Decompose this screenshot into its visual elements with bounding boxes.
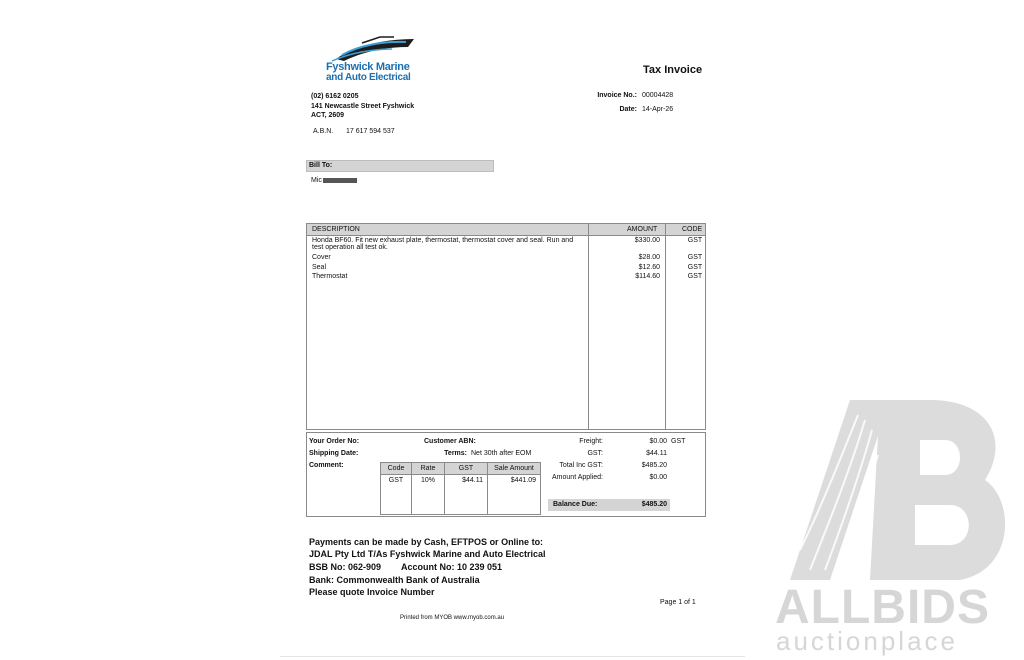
item-code: GST (687, 273, 703, 280)
bill-to-label: Bill To: (309, 162, 333, 169)
page-info: Page 1 of 1 (660, 599, 696, 606)
item-amount: $28.00 (638, 254, 660, 261)
fingerprint-b-icon (770, 400, 1020, 590)
bill-to-name: Mic (311, 177, 357, 184)
company-logo (322, 33, 422, 83)
comment-label: Comment: (309, 462, 344, 469)
printed-from: Printed from MYOB www.myob.com.au (400, 615, 505, 621)
terms-value: Net 30th after EOM (471, 450, 532, 457)
item-code: GST (687, 264, 703, 271)
payment-quote: Please quote Invoice Number (309, 587, 435, 597)
tax-row-sale-amount: $441.09 (510, 477, 536, 484)
summary-box (306, 432, 706, 517)
payment-bank: Bank: Commonwealth Bank of Australia (309, 575, 480, 585)
allbids-watermark (770, 400, 1020, 660)
watermark-brand: ALLBIDS (775, 581, 990, 634)
payment-account: Account No: 10 239 051 (401, 562, 503, 572)
amount-applied-label: Amount Applied: (552, 474, 603, 481)
total-value: $485.20 (641, 462, 667, 469)
tax-row-rate: 10% (420, 477, 435, 484)
items-header-row (307, 224, 705, 236)
item-code: GST (687, 237, 703, 244)
gst-value: $44.11 (646, 450, 667, 457)
bill-to-header (306, 160, 494, 172)
payment-bsb: BSB No: 062-909 (309, 562, 382, 572)
company-phone: (02) 6162 0205 (311, 93, 359, 100)
tax-header-rate: Rate (420, 465, 436, 472)
header-code: CODE (682, 226, 703, 233)
tax-table (380, 462, 541, 515)
payment-line1: Payments can be made by Cash, EFTPOS or Online to: (309, 537, 544, 547)
terms-label: Terms: (444, 450, 467, 457)
balance-due-row (548, 499, 670, 511)
item-amount: $12.60 (638, 264, 660, 271)
item-code: GST (687, 254, 703, 261)
balance-due-label: Balance Due: (553, 501, 598, 508)
items-table (306, 223, 706, 430)
invoice-number-label: Invoice No.: (597, 92, 637, 99)
page-bottom-edge (280, 656, 745, 657)
customer-abn-label: Customer ABN: (424, 438, 476, 445)
item-amount: $114.60 (635, 273, 660, 280)
watermark-tagline: auctionplace (776, 626, 958, 656)
invoice-number: 00004428 (642, 92, 674, 99)
payment-line2: JDAL Pty Ltd T/As Fyshwick Marine and Auto Electrical (309, 549, 546, 559)
item-description: Seal (312, 264, 327, 271)
boat-icon (322, 33, 422, 63)
header-description: DESCRIPTION (312, 226, 360, 233)
freight-value: $0.00 (649, 438, 667, 445)
tax-row-code: GST (388, 477, 404, 484)
item-description: Cover (312, 254, 331, 261)
abn-value: 17 617 594 537 (346, 128, 395, 135)
abn-label: A.B.N. (313, 128, 334, 135)
invoice-date: 14-Apr-26 (642, 106, 674, 113)
item-description: Thermostat (312, 273, 348, 280)
tax-header-gst: GST (458, 465, 474, 472)
tax-row-gst: $44.11 (462, 477, 483, 484)
header-amount: AMOUNT (627, 226, 658, 233)
total-label: Total Inc GST: (559, 462, 603, 469)
freight-code: GST (671, 438, 686, 445)
gst-label: GST: (587, 450, 603, 457)
freight-label: Freight: (579, 438, 603, 445)
item-description: Honda BF60. Fit new exhaust plate, thermostat, thermostat cover and seal. Run and test operation all test ok. (312, 237, 574, 251)
tax-header-code: Code (387, 465, 405, 472)
redacted-text (323, 178, 357, 183)
item-amount: $330.00 (634, 237, 660, 244)
amount-applied-value: $0.00 (649, 474, 667, 481)
tax-header-sale-amount: Sale Amount (494, 465, 534, 472)
logo-text-line1: Fyshwick Marine (326, 61, 410, 73)
balance-due-value: $485.20 (641, 501, 667, 508)
shipping-date-label: Shipping Date: (309, 450, 359, 457)
company-address2: ACT, 2609 (311, 112, 345, 119)
order-number-label: Your Order No: (309, 438, 360, 445)
company-address1: 141 Newcastle Street Fyshwick (311, 103, 415, 110)
logo-text-line2: and Auto Electrical (326, 72, 411, 83)
invoice-title: Tax Invoice (643, 64, 703, 76)
invoice-date-label: Date: (619, 106, 637, 113)
